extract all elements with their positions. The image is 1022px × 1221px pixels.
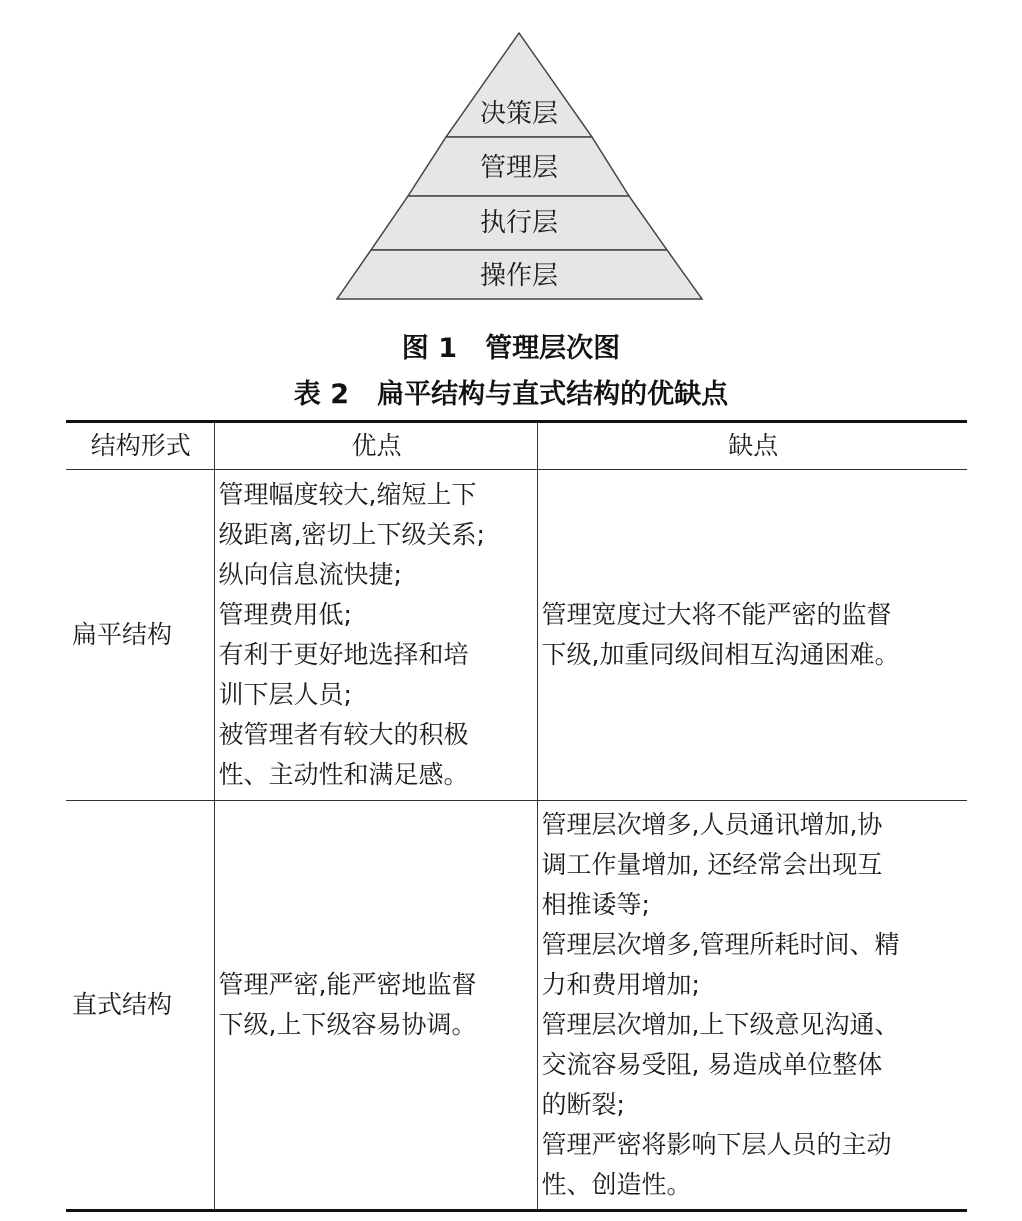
cell-line: 管理严密将影响下层人员的主动 (541, 1130, 892, 1159)
cell-line: 力和费用增加; (541, 970, 700, 999)
structure-cell: 扁平结构 (66, 470, 214, 801)
cell-line: 管理宽度过大将不能严密的监督 (541, 600, 892, 629)
cell-line: 有利于更好地选择和培 (218, 640, 469, 669)
cell-line: 级距离,密切上下级关系; (218, 520, 485, 549)
cons-cell (537, 470, 967, 801)
layer-label-decision: 决策层 (479, 99, 559, 129)
comparison-table (66, 420, 967, 1212)
cons-cell (537, 801, 967, 1211)
layer-label-execution: 执行层 (479, 208, 559, 238)
layer-label-operation: 操作层 (479, 261, 559, 291)
management-pyramid-diagram (0, 0, 1022, 310)
cell-line: 下级,上下级容易协调。 (218, 1010, 477, 1039)
cell-line: 性、主动性和满足感。 (218, 760, 469, 789)
cell-line: 交流容易受阻, 易造成单位整体 (541, 1050, 883, 1079)
pros-cell (214, 801, 537, 1211)
cell-line: 被管理者有较大的积极 (218, 720, 469, 749)
cell-line: 管理层次增加,上下级意见沟通、 (541, 1010, 900, 1039)
cell-line: 管理层次增多,管理所耗时间、精 (541, 930, 900, 959)
cell-line: 纵向信息流快捷; (218, 560, 402, 589)
figure-caption: 图 1 管理层次图 (401, 333, 621, 364)
pros-cell (214, 470, 537, 801)
cell-line: 管理费用低; (218, 600, 352, 629)
cell-line: 下级,加重同级间相互沟通困难。 (541, 640, 900, 669)
cell-line: 管理幅度较大,缩短上下 (218, 480, 477, 509)
table-caption: 表 2 扁平结构与直式结构的优缺点 (293, 379, 729, 410)
cell-line: 管理层次增多,人员通讯增加,协 (541, 810, 883, 839)
header-structure: 结构形式 (66, 422, 214, 470)
cell-line: 的断裂; (541, 1090, 625, 1119)
layer-label-management: 管理层 (479, 153, 559, 183)
cell-line: 相推诿等; (541, 890, 650, 919)
cell-line: 训下层人员; (218, 680, 352, 709)
structure-cell: 直式结构 (66, 801, 214, 1211)
cell-line: 管理严密,能严密地监督 (218, 970, 477, 999)
header-cons: 缺点 (537, 422, 967, 470)
table-header-row (66, 422, 967, 470)
header-pros: 优点 (214, 422, 537, 470)
cell-line: 调工作量增加, 还经常会出现互 (541, 850, 883, 879)
table-row (66, 470, 967, 801)
table-row (66, 801, 967, 1211)
cell-line: 性、创造性。 (541, 1170, 692, 1199)
